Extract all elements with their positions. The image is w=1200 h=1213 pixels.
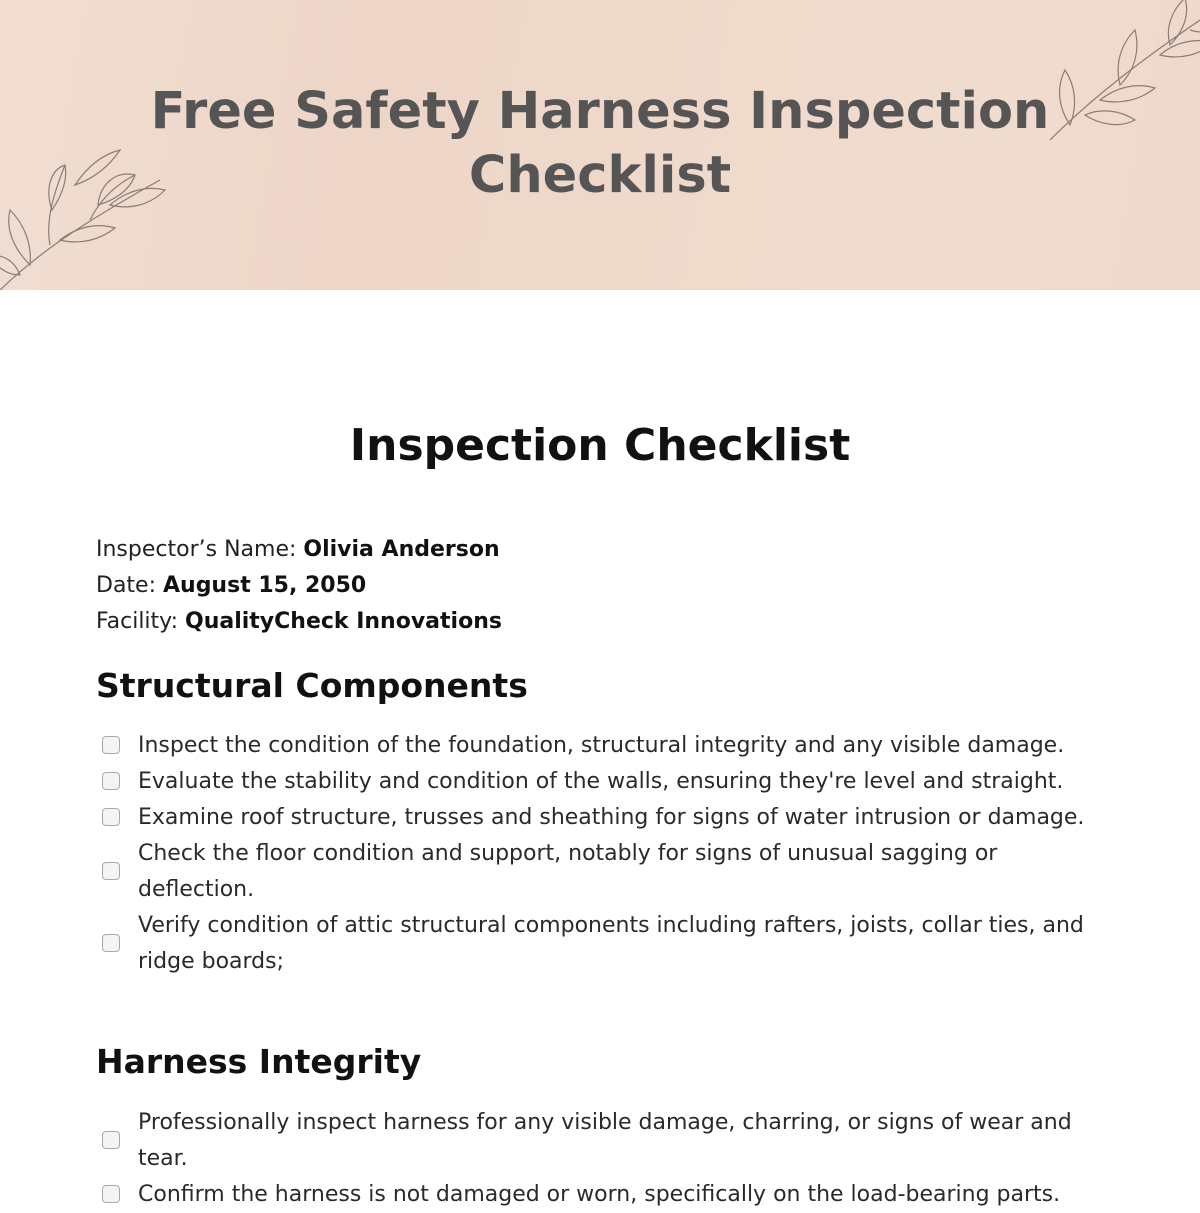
banner-title bbox=[0, 80, 1200, 208]
checkbox-icon[interactable] bbox=[102, 1185, 120, 1203]
checklist-item-text: Verify condition of attic structural components including rafters, joists, collar ties, and ridge boards; bbox=[138, 913, 1084, 974]
date-label: Date: bbox=[96, 573, 163, 598]
banner-title-line2: Checklist bbox=[468, 146, 732, 205]
checklist-item-text: Professionally inspect harness for any visible damage, charring, or signs of wear and tear. bbox=[138, 1110, 1072, 1171]
checklist-item-text: Confirm the harness is not damaged or worn, specifically on the load-bearing parts. bbox=[138, 1182, 1061, 1207]
checkbox-icon[interactable] bbox=[102, 934, 120, 952]
checklist-item bbox=[100, 836, 1100, 908]
document-title: Inspection Checklist bbox=[349, 420, 851, 471]
structural-components-checklist bbox=[100, 728, 1100, 980]
checkbox-icon[interactable] bbox=[102, 808, 120, 826]
checkbox-icon[interactable] bbox=[102, 862, 120, 880]
banner-title-line1: Free Safety Harness Inspection bbox=[150, 82, 1050, 141]
checkbox-icon[interactable] bbox=[102, 1131, 120, 1149]
inspector-name-row bbox=[96, 532, 1096, 568]
date-value: August 15, 2050 bbox=[163, 573, 367, 598]
facility-row bbox=[96, 604, 1096, 640]
facility-label: Facility: bbox=[96, 609, 185, 634]
checklist-item bbox=[100, 908, 1100, 980]
checkbox-icon[interactable] bbox=[102, 736, 120, 754]
facility-value: QualityCheck Innovations bbox=[185, 609, 502, 634]
checklist-item-text: Check the floor condition and support, notably for signs of unusual sagging or deflection. bbox=[138, 841, 998, 902]
harness-integrity-checklist bbox=[100, 1105, 1100, 1213]
checklist-item bbox=[100, 764, 1100, 800]
checklist-item-text: Examine roof structure, trusses and sheathing for signs of water intrusion or damage. bbox=[138, 805, 1085, 830]
section-heading-structural-components: Structural Components bbox=[96, 666, 528, 705]
checklist-item bbox=[100, 728, 1100, 764]
header-banner bbox=[0, 0, 1200, 290]
inspection-meta bbox=[96, 532, 1096, 640]
checkbox-icon[interactable] bbox=[102, 772, 120, 790]
date-row bbox=[96, 568, 1096, 604]
checklist-item bbox=[100, 800, 1100, 836]
inspector-name-label: Inspector’s Name: bbox=[96, 537, 304, 562]
checklist-item bbox=[100, 1105, 1100, 1177]
checklist-item-text: Inspect the condition of the foundation, structural integrity and any visible damage. bbox=[138, 733, 1065, 758]
section-heading-harness-integrity: Harness Integrity bbox=[96, 1042, 422, 1081]
inspector-name-value: Olivia Anderson bbox=[303, 537, 500, 562]
checklist-item-text: Evaluate the stability and condition of the walls, ensuring they're level and straight. bbox=[138, 769, 1064, 794]
checklist-item bbox=[100, 1177, 1100, 1213]
